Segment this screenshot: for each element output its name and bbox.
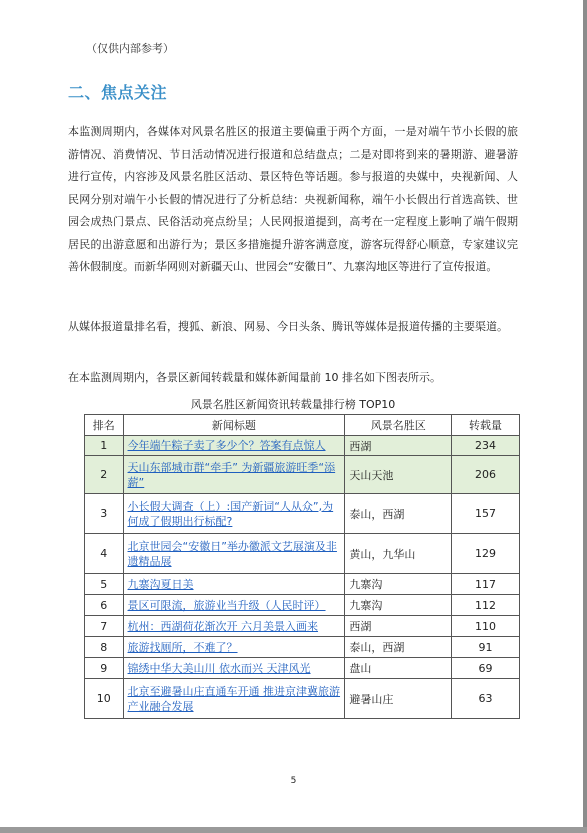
- rank-cell: 2: [85, 456, 124, 494]
- scenic-area-cell: 西湖: [345, 616, 452, 637]
- table-row: [85, 494, 520, 534]
- news-title-cell: [123, 574, 345, 595]
- repost-count-cell: 112: [452, 595, 520, 616]
- news-link[interactable]: 锦绣中华大美山川 依水而兴 天津风光: [127, 661, 311, 675]
- news-link[interactable]: 天山东部城市群“牵手” 为新疆旅游旺季“添薪”: [127, 460, 336, 489]
- rank-cell: 4: [85, 534, 124, 574]
- rank-cell: 7: [85, 616, 124, 637]
- paragraph-summary: 本监测周期内，各媒体对风景名胜区的报道主要偏重于两个方面，一是对端午节小长假的旅游情况、消费情况、节日活动情况进行报道和总结盘点；二是对即将到来的暑期游、避暑游进行宣传，内容涉及风景名胜区活动、景区特色等话题。参与报道的央媒中，央视新闻、人民网分别对端午小长假的情况进行了分析总结：央视新闻称，端午小长假出行首选高铁、世园会成热门景点、民俗活动亮点纷呈；人民网报道提到，高考在一定程度上影响了端午假期居民的出游意愿和出游行为；景区多措施提升游客满意度，游客玩得舒心顺意，专家建议完善休假制度。而新华网则对新疆天山、世园会“安徽日”、九寨沟地区等进行了宣传报道。: [68, 125, 518, 273]
- scenic-area-cell: 盘山: [345, 658, 452, 679]
- news-link[interactable]: 旅游找厕所，不难了？: [127, 640, 238, 654]
- table-row: [85, 658, 520, 679]
- rank-cell: 3: [85, 494, 124, 534]
- scenic-area-cell: 天山天池: [345, 456, 452, 494]
- table-row: [85, 595, 520, 616]
- news-link[interactable]: 北京世园会“安徽日”举办徽派文艺展演及非遗精品展: [127, 539, 337, 568]
- rank-cell: 9: [85, 658, 124, 679]
- scenic-area-cell: 西湖: [345, 436, 452, 456]
- news-link[interactable]: 小长假大调查（上）:国产新词“人从众”,为何成了假期出行标配?: [127, 499, 334, 528]
- table-title: 风景名胜区新闻资讯转载量排行榜 TOP10: [190, 398, 396, 411]
- news-title-cell: [123, 616, 345, 637]
- scenic-area-cell: 泰山，西湖: [345, 637, 452, 658]
- table-header-row: [85, 415, 520, 436]
- table-row: [85, 637, 520, 658]
- repost-count-cell: 234: [452, 436, 520, 456]
- repost-count-cell: 110: [452, 616, 520, 637]
- repost-count-cell: 129: [452, 534, 520, 574]
- table-row: [85, 534, 520, 574]
- news-title-cell: [123, 679, 345, 719]
- news-link[interactable]: 九寨沟夏日美: [127, 577, 194, 591]
- news-title-cell: [123, 658, 345, 679]
- news-ranking-table: [84, 414, 520, 719]
- scenic-area-cell: 避暑山庄: [345, 679, 452, 719]
- news-link[interactable]: 景区可限流，旅游业当升级（人民时评）: [127, 598, 326, 612]
- rank-cell: 6: [85, 595, 124, 616]
- page-edge-bottom: [0, 827, 587, 833]
- repost-count-cell: 69: [452, 658, 520, 679]
- news-title-cell: [123, 456, 345, 494]
- table-row: [85, 456, 520, 494]
- paragraph-table-intro: 在本监测周期内，各景区新闻转载量和媒体新闻量前 10 排名如下图表所示。: [68, 371, 441, 384]
- internal-reference-note: （仅供内部参考）: [86, 42, 174, 55]
- table-row: [85, 574, 520, 595]
- page-edge-right: [583, 0, 587, 833]
- header-repost-count: 转载量: [452, 415, 520, 436]
- repost-count-cell: 63: [452, 679, 520, 719]
- rank-cell: 10: [85, 679, 124, 719]
- section-heading: 二、焦点关注: [68, 83, 168, 102]
- paragraph-media-ranking: 从媒体报道量排名看，搜狐、新浪、网易、今日头条、腾讯等媒体是报道传播的主要渠道。: [68, 320, 508, 333]
- repost-count-cell: 157: [452, 494, 520, 534]
- rank-cell: 8: [85, 637, 124, 658]
- scenic-area-cell: 九寨沟: [345, 595, 452, 616]
- repost-count-cell: 117: [452, 574, 520, 595]
- news-title-cell: [123, 637, 345, 658]
- table-row: [85, 436, 520, 456]
- news-title-cell: [123, 534, 345, 574]
- scenic-area-cell: 黄山，九华山: [345, 534, 452, 574]
- rank-cell: 5: [85, 574, 124, 595]
- rank-cell: 1: [85, 436, 124, 456]
- header-scenic-area: 风景名胜区: [345, 415, 452, 436]
- repost-count-cell: 206: [452, 456, 520, 494]
- news-link[interactable]: 北京至避暑山庄直通车开通 推进京津冀旅游产业融合发展: [127, 684, 341, 713]
- scenic-area-cell: 九寨沟: [345, 574, 452, 595]
- header-rank: 排名: [85, 415, 124, 436]
- news-title-cell: [123, 494, 345, 534]
- table-row: [85, 679, 520, 719]
- scenic-area-cell: 泰山，西湖: [345, 494, 452, 534]
- header-news-title: 新闻标题: [123, 415, 345, 436]
- table-row: [85, 616, 520, 637]
- news-title-cell: [123, 595, 345, 616]
- news-title-cell: [123, 436, 345, 456]
- page-number: 5: [290, 776, 297, 786]
- news-link[interactable]: 杭州：西湖荷花渐次开 六月美景入画来: [127, 619, 319, 633]
- news-link[interactable]: 今年端午粽子卖了多少个？答案有点惊人: [127, 439, 326, 452]
- repost-count-cell: 91: [452, 637, 520, 658]
